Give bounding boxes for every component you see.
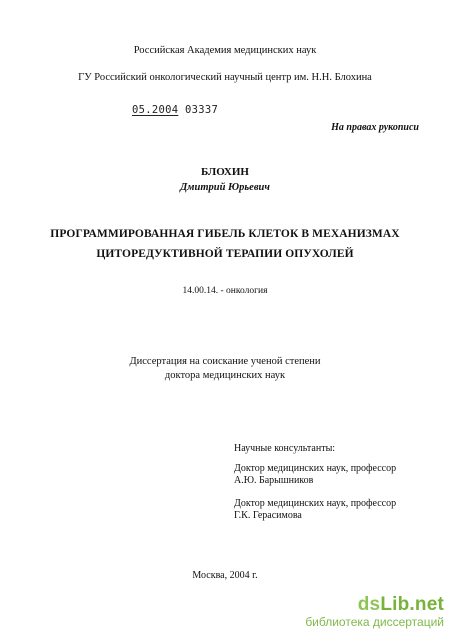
- registration-stamp: [132, 104, 218, 116]
- dissertation-title-line-1: ПРОГРАММИРОВАННАЯ ГИБЕЛЬ КЛЕТОК В МЕХАНИЗМАХ: [50, 228, 400, 240]
- consultant-2-name: Г.К. Герасимова: [234, 510, 302, 521]
- dissertation-title-line-2: ЦИТОРЕДУКТИВНОЙ ТЕРАПИИ ОПУХОЛЕЙ: [96, 248, 354, 260]
- consultant-1-title: Доктор медицинских наук, профессор: [234, 463, 397, 474]
- institution-name: ГУ Российский онкологический научный центр им. Н.Н. Блохина: [78, 72, 372, 83]
- manuscript-rights-note: На правах рукописи: [331, 122, 419, 133]
- specialty-code: 14.00.14. - онкология: [182, 286, 268, 296]
- dslib-watermark[interactable]: [305, 595, 444, 628]
- degree-line-2: доктора медицинских наук: [164, 370, 286, 381]
- stamp-number: 03337: [184, 104, 219, 116]
- academy-name: Российская Академия медицинских наук: [133, 45, 317, 56]
- degree-line-1: Диссертация на соискание ученой степени: [129, 356, 321, 367]
- dslib-logo: dsLib.net: [357, 594, 444, 615]
- consultants-heading: Научные консультанты:: [234, 443, 336, 454]
- author-surname: БЛОХИН: [201, 166, 249, 178]
- dslib-subtitle: библиотека диссертаций: [305, 615, 444, 629]
- author-given-names: Дмитрий Юрьевич: [180, 182, 270, 193]
- stamp-date: 05.2004: [132, 104, 179, 116]
- consultant-2-title: Доктор медицинских наук, профессор: [234, 498, 397, 509]
- place-and-year: Москва, 2004 г.: [192, 570, 258, 581]
- consultant-1-name: А.Ю. Барышников: [234, 475, 314, 486]
